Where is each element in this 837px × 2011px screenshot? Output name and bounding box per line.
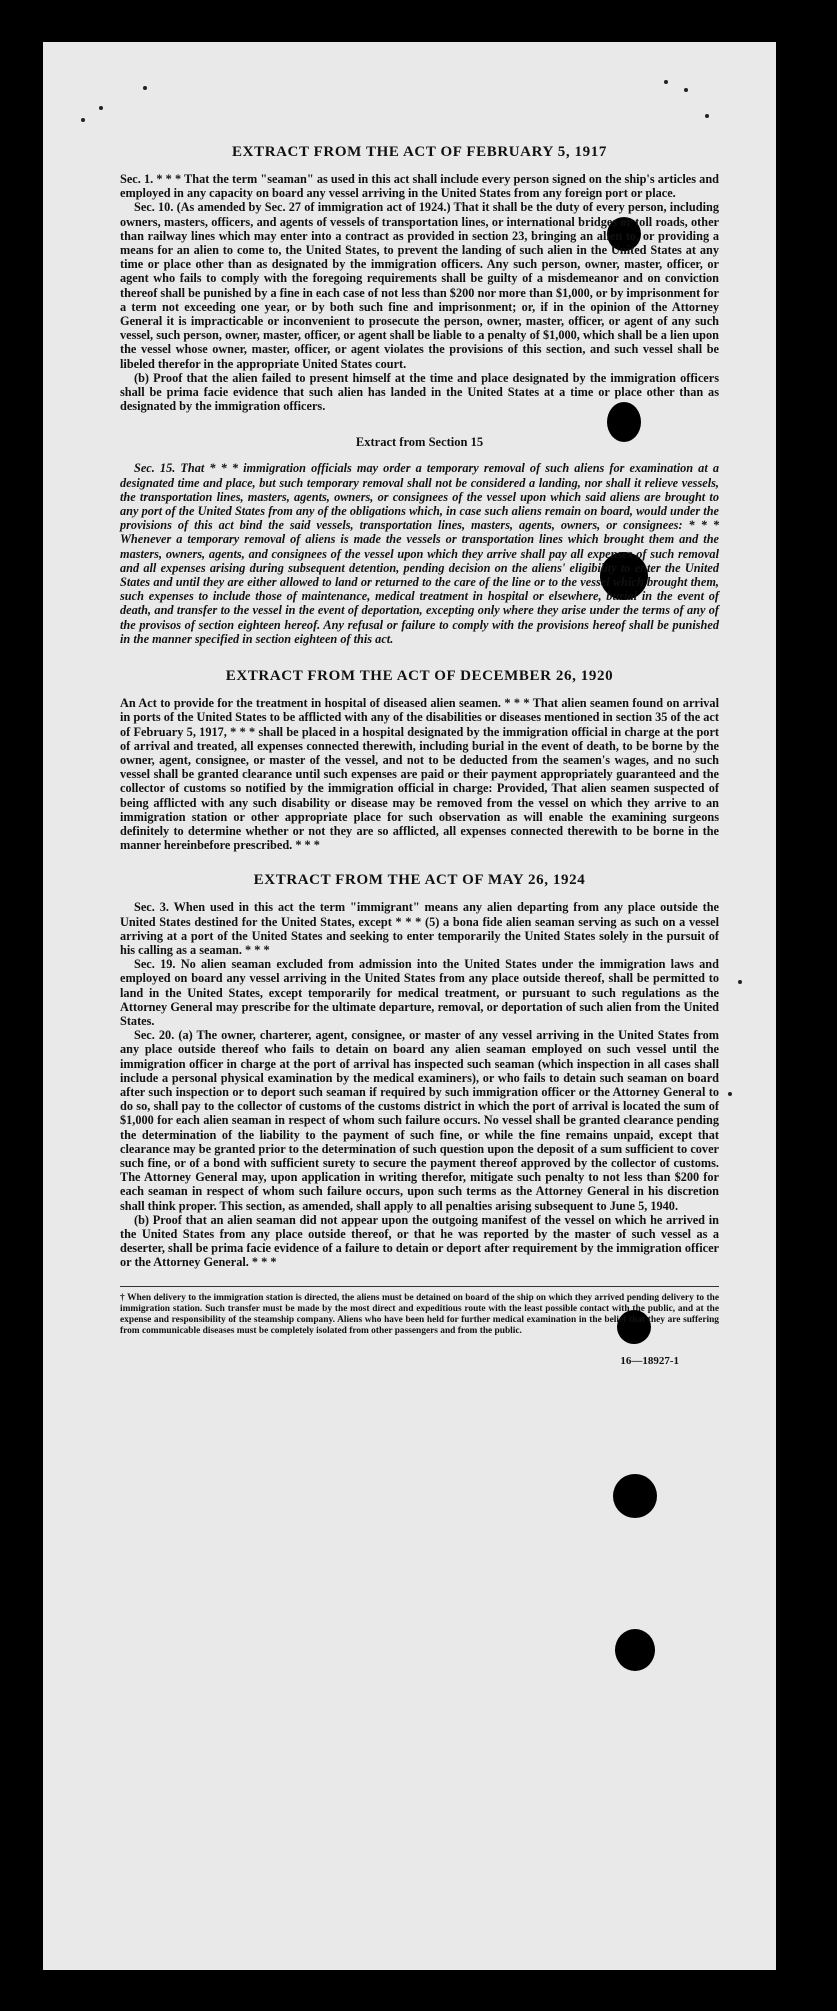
paragraph: Sec. 1. * * * That the term "seaman" as used in this act shall include every person signed on the ship's articles and employed in any capacity on board any vessel arriving in the United States from any foreign port or place. — [120, 172, 719, 201]
section-act-1924 — [120, 870, 719, 1269]
footnote-divider — [120, 1286, 719, 1287]
punch-hole — [613, 1474, 657, 1518]
paper-speck — [705, 114, 709, 118]
form-number: 16—18927-1 — [620, 1355, 679, 1368]
paper-speck — [81, 118, 85, 122]
paper-speck — [728, 1092, 732, 1096]
section-act-1917 — [120, 142, 719, 413]
paper-speck — [664, 80, 668, 84]
paragraph: Sec. 15. That * * * immigration officials may order a temporary removal of such aliens for examination at a designated time and place, but such temporary removal shall not be considered a landing, nor shall it relieve vessels, the transportation lines, masters, agents, owners, or consignees of the vessel upon which said aliens are brought to any port of the United States from any of the obligations which, in case such aliens remain on board, would under the provisions of this act bind the said vessels, transportation lines, masters, agents, owners, or consignees: * * * Whenever a temporary removal of aliens is made the vessels or transportation lines which brought them and the masters, owners, agents, and consignees of the vessel upon which they arrive shall pay all expenses of such removal and all expenses arising during subsequent detention, pending decision on the aliens' eligibility to enter the United States and until they are either allowed to land or returned to the care of the line or to the vessel which brought them, such expenses to include those of maintenance, medical treatment in hospital or elsewhere, burial in the event of death, and transfer to the vessel in the event of deportation, excepting only where they arise under the terms of any of the provisos of section eighteen hereof. Any refusal or failure to comply with the provisions hereof shall be punished in the manner specified in section eighteen of this act. — [120, 461, 719, 646]
section-act-1920 — [120, 666, 719, 852]
heading-act-1917: EXTRACT FROM THE ACT OF FEBRUARY 5, 1917 — [232, 144, 607, 160]
heading-act-1924: EXTRACT FROM THE ACT OF MAY 26, 1924 — [253, 872, 586, 889]
paper-speck — [684, 88, 688, 92]
paragraph: Sec. 10. (As amended by Sec. 27 of immigration act of 1924.) That it shall be the duty of every person, including owners, masters, officers, and agents of vessels of transportation lines, or international bridges or toll roads, other than railway lines which may enter into a contract as provided in section 23, bringing an alien to, or providing a means for an alien to come to, the United States, to prevent the landing of such alien in the United States at any time or place other than as designated by the immigration officers. Any such person, owner, master, officer, or agent who fails to comply with the foregoing requirements shall be guilty of a misdemeanor and on conviction thereof shall be punished by a fine in each case of not less than $200 nor more than $1,000, or by imprisonment for a term not exceeding one year, or by both such fine and imprisonment; or, if in the opinion of the Attorney General it is impracticable or inconvenient to prosecute the person, owner, master, officer, or agent of any such vessel, such person, owner, master, officer, or agent shall be liable to a penalty of $1,000, which shall be a lien upon the vessel whose owner, master, officer, or agent violates the provisions of this section, and such vessel shall be libeled therefor in the appropriate United States court. — [120, 200, 719, 371]
paragraph: Sec. 3. When used in this act the term "immigrant" means any alien departing from any place outside the United States destined for the United States, except * * * (5) a bona fide alien seaman serving as such on a vessel arriving at a port of the United States and seeking to enter temporarily the United States solely in the pursuit of his calling as a seaman. * * * — [120, 900, 719, 957]
heading-act-1920: EXTRACT FROM THE ACT OF DECEMBER 26, 1920 — [225, 668, 614, 685]
paragraph: Sec. 19. No alien seaman excluded from admission into the United States under the immigration laws and employed on board any vessel arriving in the United States from any place outside thereof, shall be permitted to land in the United States, except temporarily for medical treatment, or pursuant to such regulations as the Attorney General may prescribe for the ultimate departure, removal, or deportation of such alien from the United States. — [120, 957, 719, 1028]
document-body — [120, 142, 719, 1367]
paragraph: (b) Proof that the alien failed to present himself at the time and place designated by the immigration officers shall be prima facie evidence that such alien has landed in the United States at a time or place other than as designated by the immigration officers. — [120, 370, 719, 414]
document-page — [43, 42, 776, 1970]
punch-hole — [615, 1629, 655, 1671]
paragraph: Sec. 20. (a) The owner, charterer, agent, consignee, or master of any vessel arriving in the United States from any place outside thereof who fails to detain on board any alien seaman employed on such vessel until the immigration officer in charge at the port of arrival has inspected such seaman (which inspection in all cases shall include a personal physical examination by the medical examiners), or who fails to detain such seaman on board after such inspection or to deport such seaman if required by such immigration officer or the Attorney General to do so, shall pay to the collector of customs of the customs district in which the port of arrival is located the sum of $1,000 for each alien seaman in respect of whom such failure occurs. No vessel shall be granted clearance pending the determination of the liability to the payment of such fine, or while the fine remains unpaid, except that clearance may be granted prior to the determination of such question upon the deposit of a sum sufficient to cover such fine, or of a bond with sufficient surety to secure the payment thereof approved by the collector of customs. The Attorney General may, upon application in writing therefor, mitigate such penalty to not less than $200 for each seaman in respect of whom such failure occurs, upon such terms as the Attorney General in his discretion shall think proper. This section, as amended, shall apply to all penalties arising subsequent to June 5, 1940. — [120, 1028, 719, 1213]
paragraph: An Act to provide for the treatment in hospital of diseased alien seamen. * * * That alien seamen found on arrival in ports of the United States to be afflicted with any of the disabilities or diseases mentioned in section 35 of the act of February 5, 1917, * * * shall be placed in a hospital designated by the immigration official in charge at the port of arrival and treated, all expenses connected therewith, including burial in the event of death, to be borne by the owner, agent, consignee, or master of the vessel, and not to be deducted from the seamen's wages, and no such vessel shall be granted clearance until such expenses are paid or their payment appropriately guaranteed and the collector of customs so notified by the immigration official in charge: Provided, That alien seamen suspected of being afflicted with any such disability or disease may be removed from the vessel on which they arrive to an immigration station or other appropriate place for such observation as will enable the examining surgeons definitely to determine whether or not they are so afflicted, all expenses connected therewith to be borne in the manner hereinbefore prescribed. * * * — [120, 696, 719, 853]
paper-speck — [143, 86, 147, 90]
section-extract-15 — [120, 433, 719, 646]
footnote-text: † When delivery to the immigration station is directed, the aliens must be detained on board of the ship on which they arrived pending delivery to the immigration station. Such transfer must be made by the most direct and expeditious route with the least possible contact with the public, and at the expense and responsibility of the steamship company. Aliens who have been held for further medical examination in the belief that they are suffering from communicable diseases must be completely isolated from other passengers and from the public. — [120, 1292, 719, 1337]
paper-speck — [99, 106, 103, 110]
footnote — [120, 1293, 719, 1338]
heading-section-15: Extract from Section 15 — [355, 435, 484, 450]
paragraph: (b) Proof that an alien seaman did not appear upon the outgoing manifest of the vessel on which he arrived in the United States from any place outside thereof, or that he was reported by the master of such vessel as a deserter, shall be prima facie evidence of a failure to detain or deport after requirement by the immigration officer or the Attorney General. * * * — [120, 1212, 719, 1270]
paper-speck — [738, 980, 742, 984]
